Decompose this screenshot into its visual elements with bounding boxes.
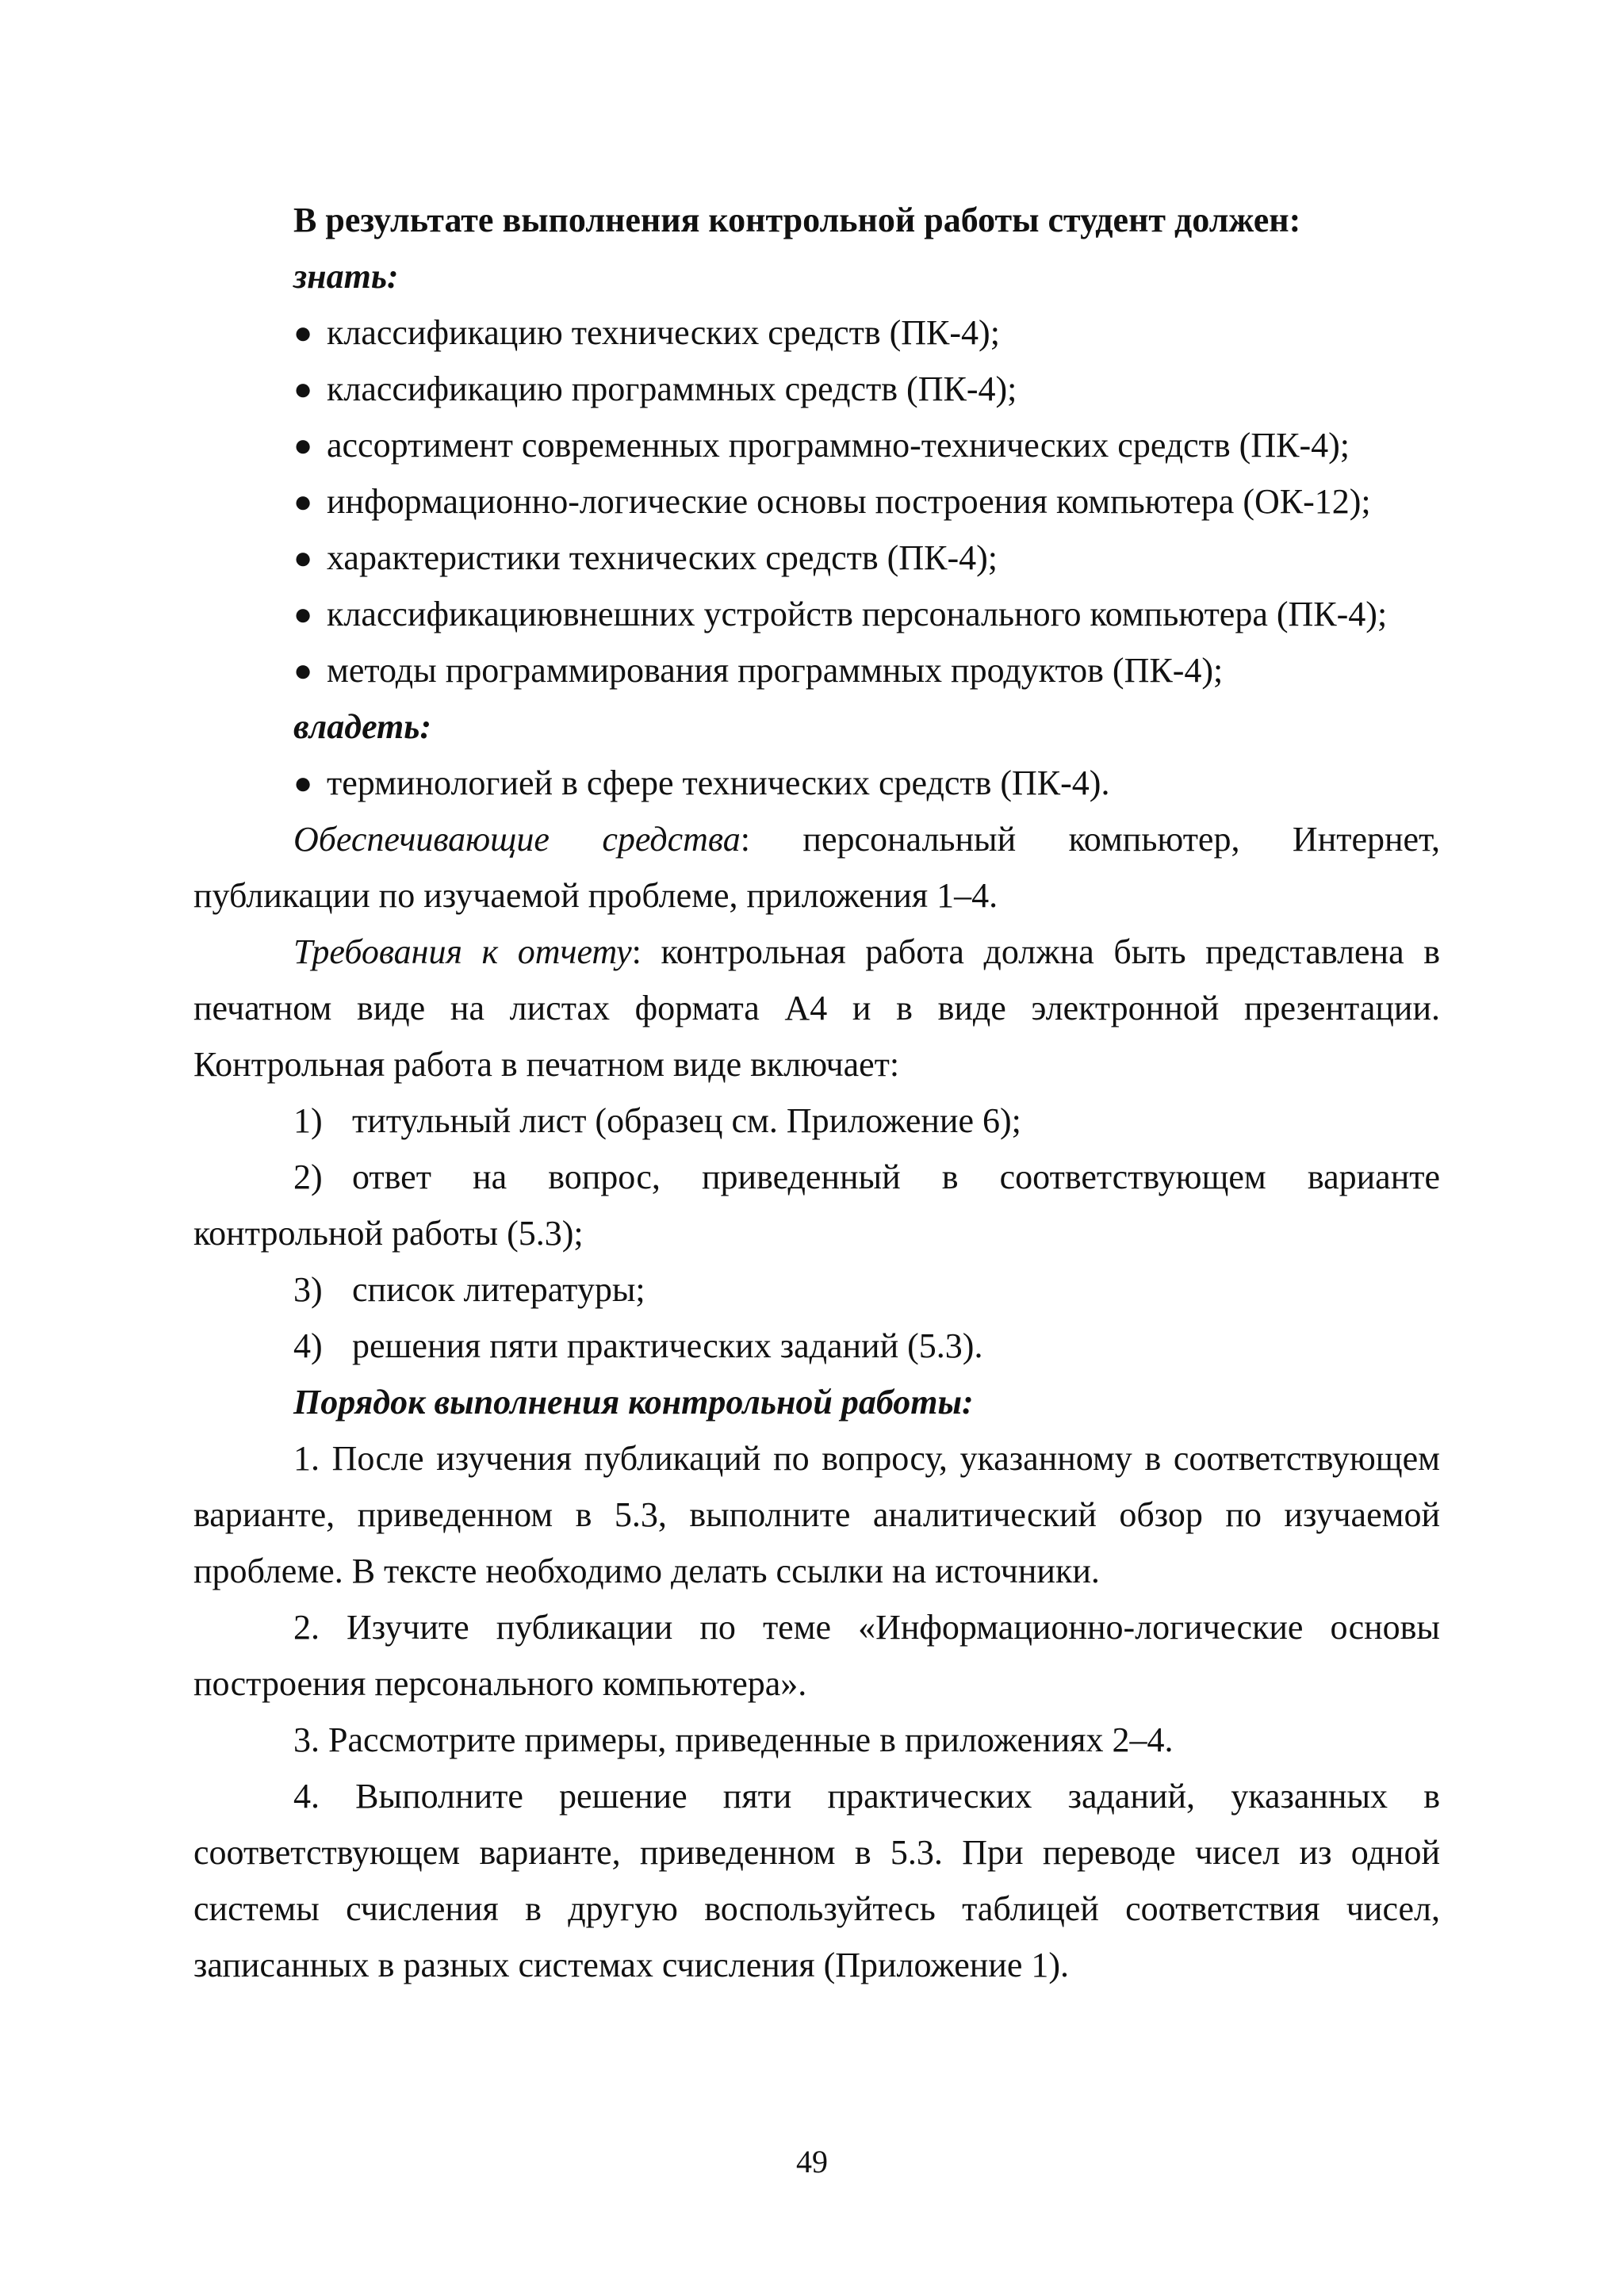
bullet-icon: ● xyxy=(293,371,313,407)
own-item: ● терминологией в сфере технических средств (ПК-4). xyxy=(193,755,1440,811)
know-item: ● методы программирования программных продуктов (ПК-4); xyxy=(193,642,1440,698)
report-item: 1) титульный лист (образец см. Приложение 6); xyxy=(293,1101,1021,1140)
section-heading: В результате выполнения контрольной работы студент должен: xyxy=(293,201,1301,239)
order-heading: Порядок выполнения контрольной работы: xyxy=(293,1383,974,1422)
order-step: 4. Выполните решение пяти практических заданий, указанных в соответствующем варианте, приведенном в 5.3. При переводе чисел из одной системы счисления в другую воспользуйтесь таблицей соответствия чисел, записанных в разных системах счисления (Приложение 1). xyxy=(193,1777,1440,1984)
report-item: 4) решения пяти практических заданий (5.3). xyxy=(293,1326,983,1365)
means-paragraph: Обеспечивающие средства: персональный компьютер, Интернет, публикации по изучаемой проблеме, приложения 1–4. xyxy=(193,820,1441,915)
bullet-icon: ● xyxy=(293,540,313,576)
page-number: 49 xyxy=(796,2144,828,2179)
order-step: 3. Рассмотрите примеры, приведенные в приложениях 2–4. xyxy=(293,1720,1174,1759)
means-label: Обеспечивающие средства xyxy=(293,820,741,859)
report-item: 2) ответ на вопрос, приведенный в соответствующем варианте контрольной работы (5.3); xyxy=(193,1158,1440,1253)
own-label: владеть: xyxy=(293,707,432,746)
know-item: ● классификацию программных средств (ПК-4); xyxy=(193,361,1440,417)
know-item: ● характеристики технических средств (ПК-4); xyxy=(193,530,1440,586)
requirements-label: Требования к отчету xyxy=(293,932,632,971)
know-item: ● информационно-логические основы построения компьютера (ОК-12); xyxy=(193,473,1440,530)
bullet-icon: ● xyxy=(293,765,313,801)
page-content xyxy=(193,192,1440,1993)
bullet-icon: ● xyxy=(293,315,313,350)
report-item: 3) список литературы; xyxy=(293,1270,645,1309)
bullet-icon: ● xyxy=(293,652,313,688)
know-item: ● классификацию технических средств (ПК-4); xyxy=(193,304,1440,361)
know-item: ● ассортимент современных программно-технических средств (ПК-4); xyxy=(193,417,1440,473)
order-step: 1. После изучения публикаций по вопросу, указанному в соответствующем варианте, приведенном в 5.3, выполните аналитический обзор по изучаемой проблеме. В тексте необходимо делать ссылки на источники. xyxy=(193,1439,1440,1590)
bullet-icon: ● xyxy=(293,596,313,632)
order-step: 2. Изучите публикации по теме «Информационно-логические основы построения персонального компьютера». xyxy=(193,1608,1440,1703)
bullet-icon: ● xyxy=(293,484,313,519)
requirements-paragraph: Требования к отчету: контрольная работа должна быть представлена в печатном виде на листах формата А4 и в виде электронной презентации. Контрольная работа в печатном виде включает: xyxy=(193,932,1440,1084)
know-item: ● классификациювнешних устройств персонального компьютера (ПК-4); xyxy=(193,586,1440,642)
know-label: знать: xyxy=(293,257,399,296)
bullet-icon: ● xyxy=(293,427,313,463)
